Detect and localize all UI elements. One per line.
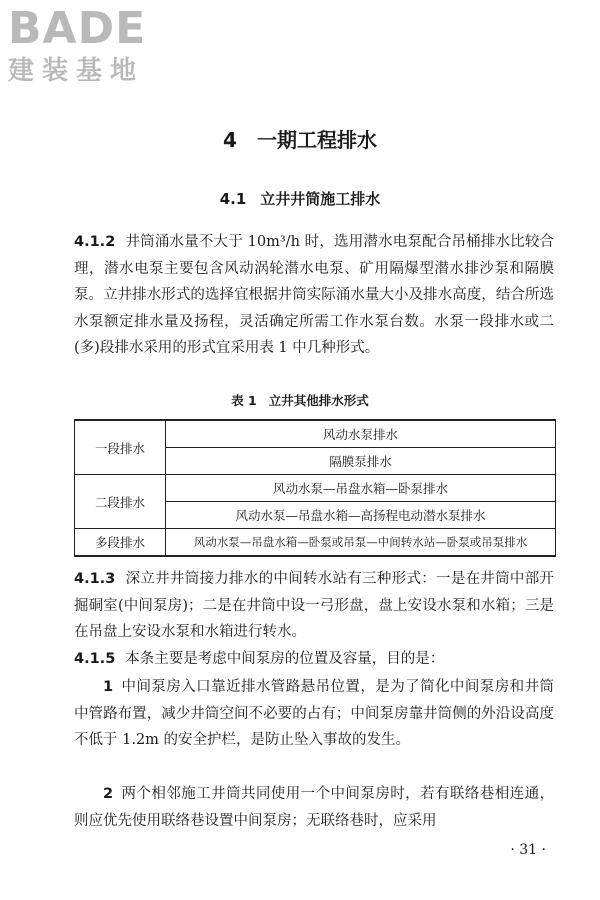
group-label-cell: 多段排水 <box>75 529 166 557</box>
item-text: 中间泵房入口靠近排水管路悬吊位置，是为了简化中间泵房和井筒中管路布置，减少井筒空间不必要的占有；中间泵房靠井筒侧的外沿设高度不低于 1.2m 的安全护栏，是防止坠入事故的发生。 <box>74 679 554 748</box>
list-item-1 <box>74 674 554 754</box>
drainage-forms-table <box>74 419 556 557</box>
table-row <box>75 475 556 502</box>
clause-number: 4.1.5 <box>74 651 116 667</box>
method-cell: 隔膜泵排水 <box>166 448 556 475</box>
section-heading <box>0 188 600 209</box>
clause-4-1-3 <box>74 566 554 646</box>
group-label-cell: 一段排水 <box>75 420 166 475</box>
table-caption-title: 立井其他排水形式 <box>268 393 369 408</box>
clause-number: 4.1.2 <box>74 234 116 250</box>
clause-4-1-2 <box>74 229 554 362</box>
chapter-heading <box>0 124 600 153</box>
table-caption-number: 表 1 <box>231 393 257 408</box>
page-number: · 31 · <box>510 842 546 858</box>
method-cell: 风动水泵—吊盘水箱—高扬程电动潜水泵排水 <box>166 502 556 529</box>
method-cell: 风动水泵排水 <box>166 420 556 448</box>
table-row <box>75 529 556 557</box>
group-label-cell: 二段排水 <box>75 475 166 529</box>
list-item-2 <box>74 781 554 834</box>
logo-subtitle: 建装基地 <box>8 56 145 86</box>
clause-4-1-5 <box>74 646 554 673</box>
item-number: 2 <box>103 786 114 802</box>
section-title: 立井井筒施工排水 <box>260 190 381 208</box>
chapter-title: 一期工程排水 <box>256 128 377 152</box>
clause-text: 井筒涌水量不大于 10m³/h 时，选用潜水电泵配合吊桶排水比较合理，潜水电泵主要包含风动涡轮潜水电泵、矿用隔爆型潜水排沙泵和隔膜泵。立井排水形式的选择宜根据井筒实际涌水量大小及排水高度，结合所选水泵额定排水量及扬程，灵活确定所需工作水泵台数。水泵一段排水或二(多)段排水采用的形式宜采用表 1 中几种形式。 <box>74 234 554 356</box>
item-text: 两个相邻施工井筒共同使用一个中间泵房时，若有联络巷相连通，则应优先使用联络巷设置中间泵房；无联络巷时，应采用 <box>74 786 554 829</box>
table-caption <box>0 391 600 409</box>
logo-brand-text: BADE <box>8 3 147 54</box>
clause-text: 深立井井筒接力排水的中间转水站有三种形式：一是在井筒中部开掘硐室(中间泵房)；二是在井筒中设一弓形盘，盘上安设水泵和水箱；三是在吊盘上安设水泵和水箱进行转水。 <box>74 571 554 640</box>
method-cell: 风动水泵—吊盘水箱—卧泵排水 <box>166 475 556 502</box>
section-number: 4.1 <box>219 190 247 208</box>
chapter-number: 4 <box>223 128 237 152</box>
table-row <box>75 420 556 448</box>
clause-text: 本条主要是考虑中间泵房的位置及容量，目的是： <box>125 651 445 667</box>
brand-logo <box>8 4 178 86</box>
item-number: 1 <box>103 679 114 695</box>
method-cell: 风动水泵—吊盘水箱—卧泵或吊泵—中间转水站—卧泵或吊泵排水 <box>166 529 556 557</box>
clause-number: 4.1.3 <box>74 571 116 587</box>
